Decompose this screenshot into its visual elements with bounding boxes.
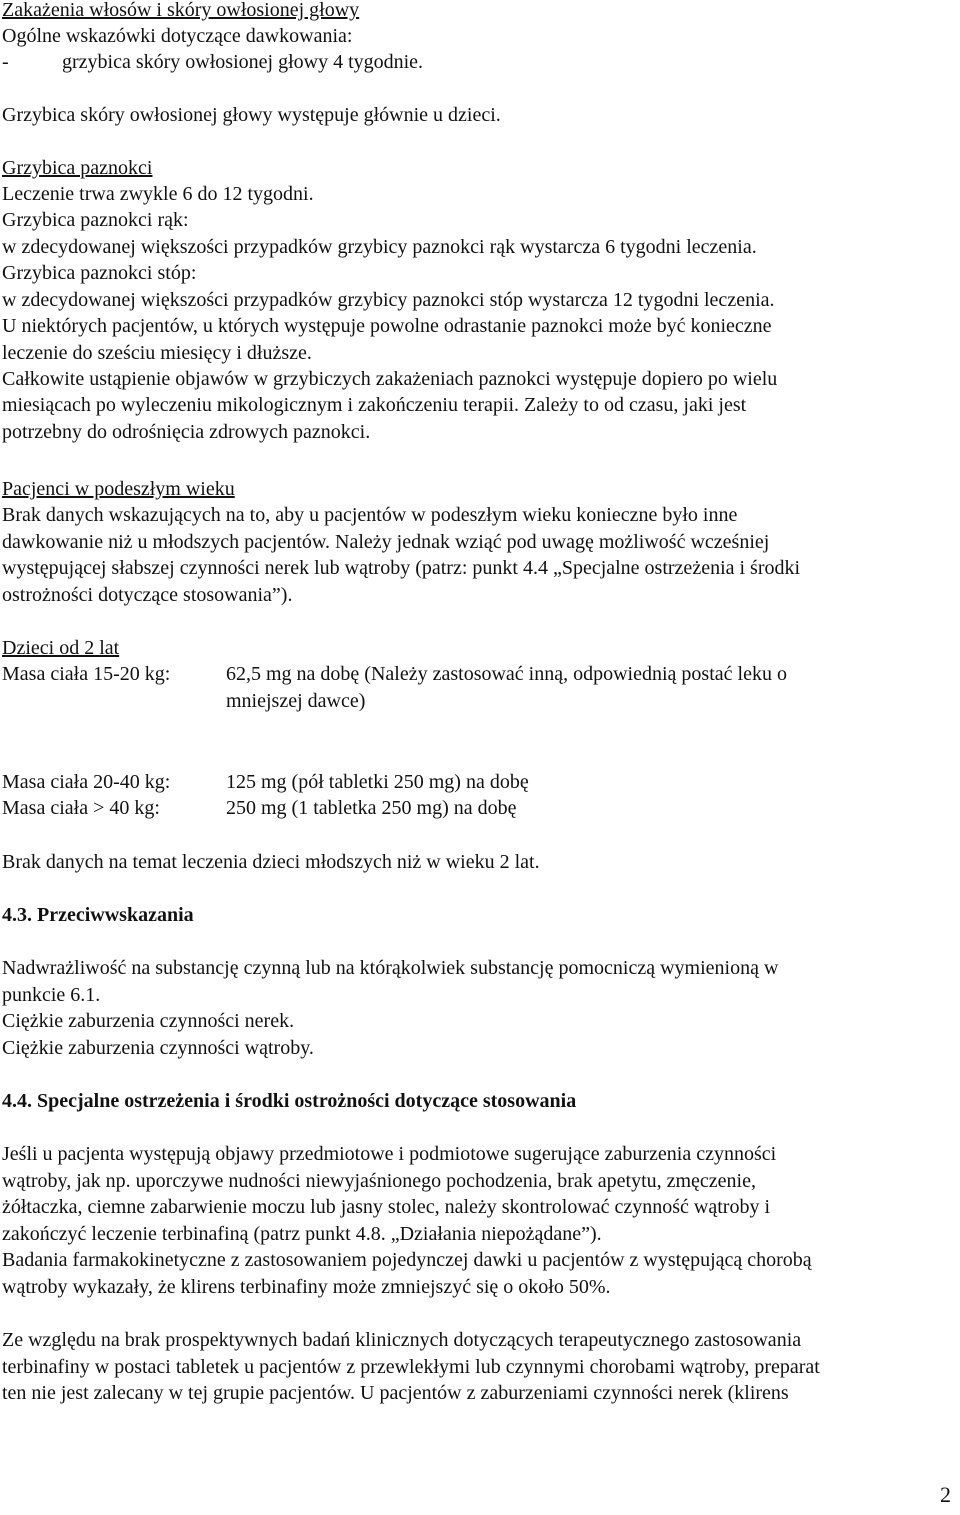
children-note: Brak danych na temat leczenia dzieci młodszych niż w wieku 2 lat. — [2, 851, 540, 873]
elderly-line4: ostrożności dotyczące stosowania”). — [2, 584, 293, 606]
section-heading-nails: Grzybica paznokci — [2, 157, 153, 179]
contra-line3: Ciężkie zaburzenia czynności nerek. — [2, 1010, 295, 1032]
dose-2: 125 mg (pół tabletki 250 mg) na dobę — [226, 771, 529, 793]
warnings-p1-line3: żółtaczka, ciemne zabarwienie moczu lub jasny stolec, należy skontrolować czynność wątroby i — [2, 1196, 771, 1218]
scalp-note: Grzybica skóry owłosionej głowy występuje głównie u dzieci. — [2, 104, 501, 126]
bullet-text: grzybica skóry owłosionej głowy 4 tygodnie. — [62, 51, 424, 73]
warnings-p3-line3: ten nie jest zalecany w tej grupie pacjentów. U pacjentów z zaburzeniami czynności nerek (klirens — [2, 1382, 789, 1404]
weight-label-1: Masa ciała 15-20 kg: — [2, 663, 171, 685]
section-heading-elderly: Pacjenci w podeszłym wieku — [2, 478, 235, 500]
warnings-p1-line2: wątroby, jak np. uporczywe nudności niewyjaśnionego pochodzenia, brak apetytu, zmęczenie, — [2, 1170, 756, 1192]
weight-label-3: Masa ciała > 40 kg: — [2, 797, 160, 819]
section-heading-warnings: 4.4. Specjalne ostrzeżenia i środki ostrożności dotyczące stosowania — [2, 1090, 577, 1112]
weight-label-2: Masa ciała 20-40 kg: — [2, 771, 171, 793]
elderly-line3: występującej słabszej czynności nerek lub wątroby (patrz: punkt 4.4 „Specjalne ostrzeżenia i środki — [2, 557, 801, 579]
nails-slow-line2: leczenie do sześciu miesięcy i dłuższe. — [2, 342, 312, 364]
contra-line4: Ciężkie zaburzenia czynności wątroby. — [2, 1037, 314, 1059]
warnings-p3-line1: Ze względu na brak prospektywnych badań klinicznych dotyczących terapeutycznego zastosowania — [2, 1329, 802, 1351]
dose-1-line1: 62,5 mg na dobę (Należy zastosować inną, odpowiednią postać leku o — [226, 663, 787, 685]
section-heading-children: Dzieci od 2 lat — [2, 637, 120, 659]
nails-full-line2: miesiącach po wyleczeniu mikologicznym i zakończeniu terapii. Zależy to od czasu, jaki jest — [2, 394, 747, 416]
dose-3: 250 mg (1 tabletka 250 mg) na dobę — [226, 797, 517, 819]
elderly-line2: dawkowanie niż u młodszych pacjentów. Należy jednak wziąć pod uwagę możliwość wcześniej — [2, 531, 770, 553]
bullet-item — [2, 49, 423, 75]
warnings-p3-line2: terbinafiny w postaci tabletek u pacjentów z przewlekłymi lub czynnymi chorobami wątroby, preparat — [2, 1356, 820, 1378]
warnings-p1-line1: Jeśli u pacjenta występują objawy przedmiotowe i podmiotowe sugerujące zaburzenia czynności — [2, 1143, 777, 1165]
section-heading-contraindications: 4.3. Przeciwwskazania — [2, 904, 194, 926]
nails-hands-text: w zdecydowanej większości przypadków grzybicy paznokci rąk wystarcza 6 tygodni leczenia. — [2, 236, 757, 258]
contra-line1: Nadwrażliwość na substancję czynną lub na którąkolwiek substancję pomocniczą wymienioną w — [2, 957, 779, 979]
dose-1-line2: mniejszej dawce) — [226, 690, 366, 712]
nails-full-line1: Całkowite ustąpienie objawów w grzybiczych zakażeniach paznokci występuje dopiero po wielu — [2, 368, 778, 390]
contra-line2: punkcie 6.1. — [2, 984, 101, 1006]
nails-feet-label: Grzybica paznokci stóp: — [2, 262, 197, 284]
nails-full-line3: potrzebny do odrośnięcia zdrowych paznokci. — [2, 421, 371, 443]
nails-duration: Leczenie trwa zwykle 6 do 12 tygodni. — [2, 183, 314, 205]
nails-slow-line1: U niektórych pacjentów, u których występuje powolne odrastanie paznokci może być konieczne — [2, 315, 772, 337]
section-heading-scalp: Zakażenia włosów i skóry owłosionej głowy — [2, 0, 360, 21]
elderly-line1: Brak danych wskazujących na to, aby u pacjentów w podeszłym wieku konieczne było inne — [2, 504, 738, 526]
bullet-dash: - — [2, 51, 9, 73]
dosage-intro: Ogólne wskazówki dotyczące dawkowania: — [2, 25, 353, 47]
page-number: 2 — [940, 1482, 951, 1507]
nails-feet-text: w zdecydowanej większości przypadków grzybicy paznokci stóp wystarcza 12 tygodni leczenia. — [2, 289, 775, 311]
warnings-p2-line1: Badania farmakokinetyczne z zastosowaniem pojedynczej dawki u pacjentów z występującą chorobą — [2, 1249, 812, 1271]
warnings-p1-line4: zakończyć leczenie terbinafiną (patrz punkt 4.8. „Działania niepożądane”). — [2, 1223, 602, 1245]
warnings-p2-line2: wątroby wykazały, że klirens terbinafiny może zmniejszyć się o około 50%. — [2, 1276, 611, 1298]
nails-hands-label: Grzybica paznokci rąk: — [2, 209, 189, 231]
